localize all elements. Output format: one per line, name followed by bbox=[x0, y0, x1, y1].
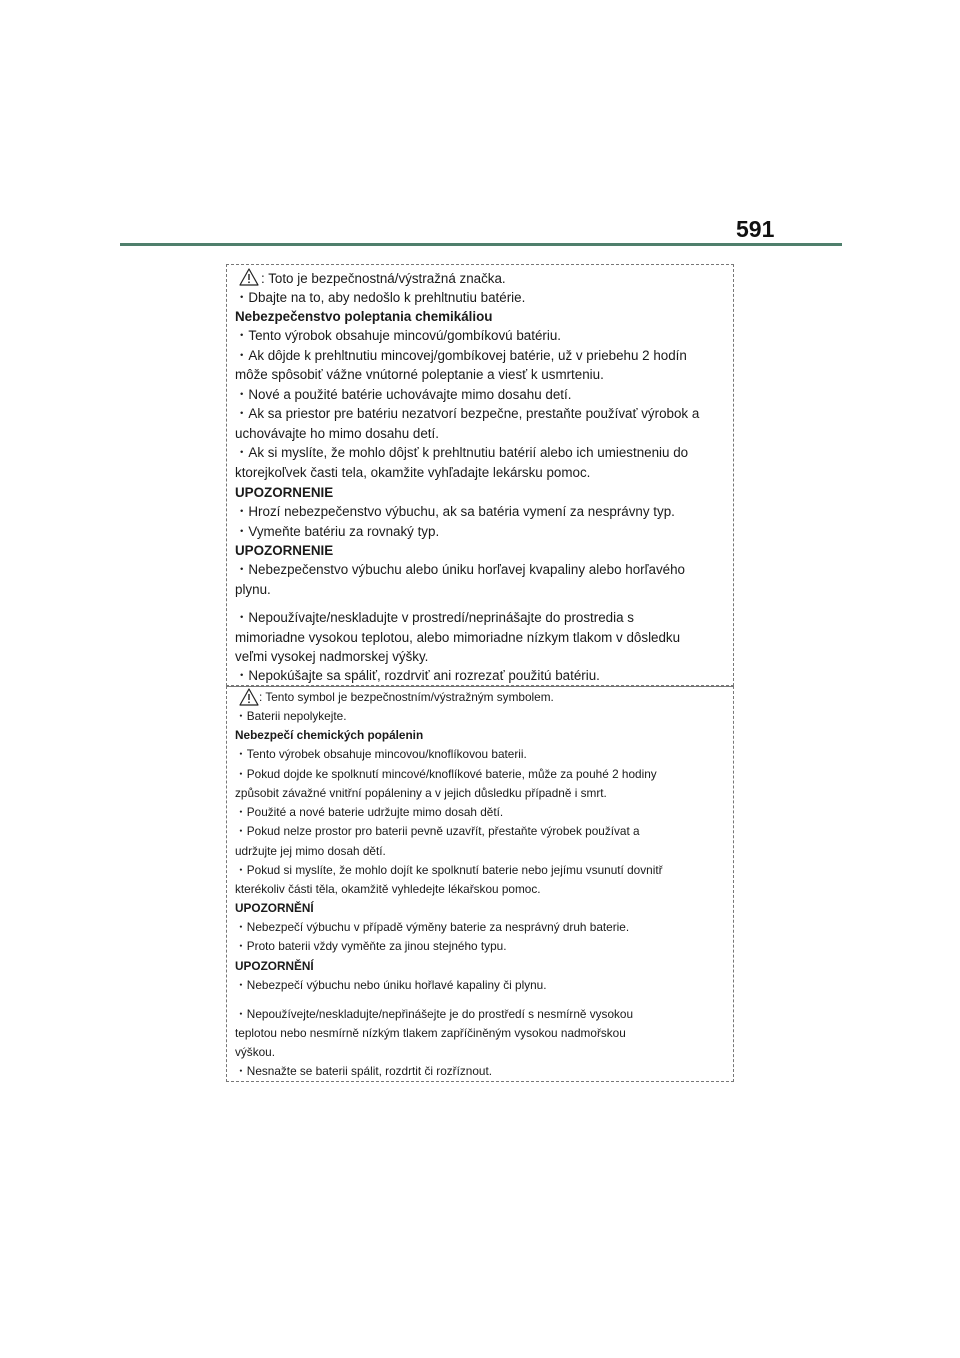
text-line: uchovávajte ho mimo dosahu detí. bbox=[235, 426, 439, 441]
text-line: mimoriadne vysokou teplotou, alebo mimoriadne nízkym tlakom v dôsledku bbox=[235, 630, 681, 645]
text-line: ・Nesnažte se baterii spálit, rozdrtit či rozříznout. bbox=[235, 1064, 493, 1078]
text-line: veľmi vysokej nadmorskej výšky. bbox=[235, 649, 429, 664]
text-line: ・Nebezpečí výbuchu v případě výměny baterie za nesprávný druh baterie. bbox=[235, 920, 630, 934]
text-line: způsobit závažné vnitřní popáleniny a v jejich důsledku případně i smrt. bbox=[235, 786, 607, 800]
text-line: ・Pokud si myslíte, že mohlo dojít ke spolknutí baterie nebo jejímu vsunutí dovnitř bbox=[235, 863, 663, 877]
header-rule bbox=[120, 243, 842, 246]
text-line: ・Ak dôjde k prehltnutiu mincovej/gombíkovej batérie, už v priebehu 2 hodín bbox=[235, 348, 687, 363]
section-heading: UPOZORNĚNÍ bbox=[235, 959, 314, 973]
section-heading: UPOZORNĚNÍ bbox=[235, 901, 314, 915]
text-line: ・Proto baterii vždy vyměňte za jinou stejného typu. bbox=[235, 939, 507, 953]
text-line: ・Pokud nelze prostor pro baterii pevně uzavřít, přestaňte výrobek používat a bbox=[235, 824, 640, 838]
section-heading: UPOZORNENIE bbox=[235, 543, 334, 558]
czech-warning-box bbox=[226, 686, 734, 1082]
text-line: ・Nebezpečenstvo výbuchu alebo úniku horľavej kvapaliny alebo horľavého bbox=[235, 562, 685, 577]
page-number: 591 bbox=[736, 216, 775, 242]
text-line: ・Baterii nepolykejte. bbox=[235, 709, 347, 723]
text-line: ・Tento výrobok obsahuje mincovú/gombíkovú batériu. bbox=[235, 328, 562, 343]
text-line: ・Pokud dojde ke spolknutí mincové/knoflíkové baterie, může za pouhé 2 hodiny bbox=[235, 767, 657, 781]
text-line: ktorejkoľvek časti tela, okamžite vyhľadajte lekársku pomoc. bbox=[235, 465, 591, 480]
section-heading: Nebezpečí chemických popálenin bbox=[235, 728, 424, 742]
text-line: ・Tento výrobek obsahuje mincovou/knoflíkovou baterii. bbox=[235, 747, 527, 761]
text-line: teplotou nebo nesmírně nízkým tlakem zapříčiněným vysokou nadmořskou bbox=[235, 1026, 626, 1040]
text-line: ・Ak si myslíte, že mohlo dôjsť k prehltnutiu batérií alebo ich umiestneniu do bbox=[235, 445, 689, 460]
text-line: môže spôsobiť vážne vnútorné poleptanie a viesť k usmrteniu. bbox=[235, 367, 604, 382]
text-line: výškou. bbox=[235, 1045, 275, 1059]
section-heading: Nebezpečenstvo poleptania chemikáliou bbox=[235, 309, 493, 324]
symbol-legend: : Tento symbol je bezpečnostním/výstražným symbolem. bbox=[259, 690, 554, 704]
text-line: udržujte jej mimo dosah dětí. bbox=[235, 844, 386, 858]
section-heading: UPOZORNENIE bbox=[235, 485, 334, 500]
warning-triangle-icon bbox=[239, 268, 259, 286]
text-line: ・Nové a použité batérie uchovávajte mimo dosahu detí. bbox=[235, 387, 572, 402]
text-line: ・Nepokúšajte sa spáliť, rozdrviť ani rozrezať použitú batériu. bbox=[235, 668, 600, 683]
text-line: ・Nepoužívajte/neskladujte v prostredí/neprinášajte do prostredia s bbox=[235, 610, 634, 625]
text-line: ・Použité a nové baterie udržujte mimo dosah dětí. bbox=[235, 805, 504, 819]
text-line: ・Ak sa priestor pre batériu nezatvorí bezpečne, prestaňte používať výrobok a bbox=[235, 406, 700, 421]
text-line: plynu. bbox=[235, 582, 271, 597]
text-line: ・Nebezpečí výbuchu nebo úniku hořlavé kapaliny či plynu. bbox=[235, 978, 547, 992]
slovak-warning-box bbox=[226, 264, 734, 686]
symbol-legend: : Toto je bezpečnostná/výstražná značka. bbox=[261, 271, 506, 286]
warning-triangle-icon bbox=[239, 688, 259, 706]
text-line: ・Dbajte na to, aby nedošlo k prehltnutiu batérie. bbox=[235, 290, 526, 305]
text-line: ・Nepoužívejte/neskladujte/nepřinášejte je do prostředí s nesmírně vysokou bbox=[235, 1007, 634, 1021]
text-line: kterékoliv části těla, okamžitě vyhledejte lékařskou pomoc. bbox=[235, 882, 541, 896]
text-line: ・Hrozí nebezpečenstvo výbuchu, ak sa batéria vymení za nesprávny typ. bbox=[235, 504, 675, 519]
text-line: ・Vymeňte batériu za rovnaký typ. bbox=[235, 524, 440, 539]
